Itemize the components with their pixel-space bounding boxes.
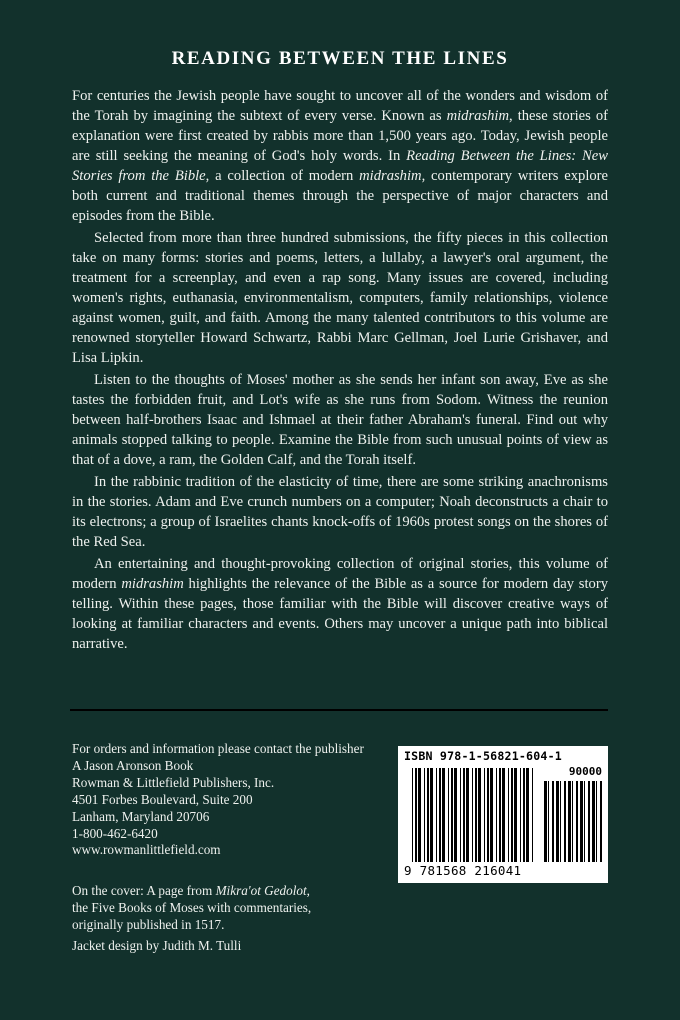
publisher-contact	[72, 741, 392, 859]
p1-text-g: , contemporary writers explore both current and traditional themes through the perspective of major characters and episodes from the Bible.	[72, 168, 609, 224]
cover-credit-prefix: On the cover: A page from	[72, 883, 216, 898]
description-paragraph-2: Selected from more than three hundred submissions, the fifty pieces in this collection take on many forms: stories and poems, letters, a lullaby, a lawyer's oral argument, the treatment for a screenplay, and even a rap song. Many issues are covered, including women's rights, euthanasia, environmentalism, computers, family relationships, violence against women, guilt, and faith. Among the many talented contributors to this volume are renowned storyteller Howard Schwartz, Rabbi Marc Gellman, Joel Lurie Grishaver, and Lisa Lipkin.	[72, 230, 608, 366]
publisher-intro: For orders and information please contact the publisher	[72, 741, 364, 756]
publisher-name: Rowman & Littlefield Publishers, Inc.	[72, 774, 275, 790]
description-paragraph-3: Listen to the thoughts of Moses' mother as she sends her infant son away, Eve as she tastes the forbidden fruit, and Lot's wife as she runs from Sodom. Witness the reunion between half-brothers Isaac and Ishmael at their father Abraham's funeral. Find out why animals stopped talking to people. Examine the Bible from such unusual points of view as that of a dove, a ram, the Golden Calf, and the Torah itself.	[72, 372, 608, 468]
cover-credit-work: Mikra'ot Gedolot	[215, 883, 307, 898]
cover-credit-line-2: the Five Books of Moses with commentaries,	[72, 899, 312, 915]
barcode-digits: 9 781568 216041	[404, 863, 522, 878]
description-paragraph-1	[72, 86, 608, 226]
publisher-phone: 1-800-462-6420	[72, 825, 158, 841]
cover-credit-line-1	[72, 883, 392, 900]
p1-book-title: Reading Between the Lines: New Stories from the Bible	[72, 148, 608, 184]
cover-credit	[72, 883, 392, 934]
publisher-imprint: A Jason Aronson Book	[72, 757, 194, 773]
p5-term-midrashim: midrashim	[121, 576, 184, 592]
p1-text-e: , a collection of modern	[205, 168, 360, 184]
horizontal-divider	[70, 709, 608, 711]
p1-term-midrashim: midrashim	[446, 108, 510, 124]
publisher-city: Lanham, Maryland 20706	[72, 808, 210, 824]
back-cover-title: READING BETWEEN THE LINES	[171, 48, 509, 69]
description-paragraph-5	[72, 554, 608, 654]
isbn-barcode	[398, 746, 608, 883]
price-addon-code: 90000	[568, 765, 602, 778]
book-description	[72, 86, 608, 656]
p5-text-a: An entertaining and thought-provoking collection of original stories, this volume of modern	[72, 556, 608, 592]
description-paragraph-4: In the rabbinic tradition of the elasticity of time, there are some striking anachronisms in the stories. Adam and Eve crunch numbers on a computer; Noah deconstructs a chair to its electrons; a group of Israelites chants knock-offs of 1960s protest songs on the shores of the Red Sea.	[72, 474, 608, 550]
publisher-street: 4501 Forbes Boulevard, Suite 200	[72, 791, 253, 807]
publisher-website: www.rowmanlittlefield.com	[72, 842, 221, 858]
p1-term-midrashim-2: midrashim	[359, 168, 422, 184]
jacket-design-credit: Jacket design by Judith M. Tulli	[72, 938, 242, 953]
cover-credit-suffix: ,	[306, 883, 310, 898]
p1-text-a: For centuries the Jewish people have sought to uncover all of the wonders and wisdom of the Torah by imagining the subtext of every verse. Known as	[72, 88, 608, 124]
isbn-number: ISBN 978-1-56821-604-1	[404, 749, 562, 763]
cover-credit-line-3: originally published in 1517.	[72, 916, 225, 932]
p1-text-c: , these stories of explanation were first created by rabbis more than 1,500 years ago. Today, Jewish people are still seeking the meaning of God's holy words. In	[72, 108, 608, 164]
p5-text-c: highlights the relevance of the Bible as a source for modern day story telling. Within these pages, those familiar with the Bible will discover creative ways of looking at familiar characters and events. Others may uncover a unique path into biblical narrative.	[72, 576, 608, 652]
